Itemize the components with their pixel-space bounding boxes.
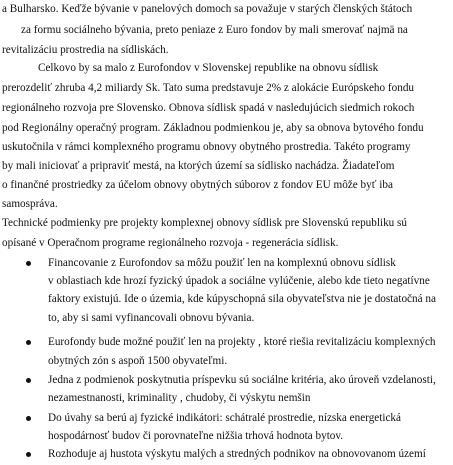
- paragraph-2-line-2: prerozdeliť zhruba 4,2 miliardy Sk. Tato suma predstavuje 2% z alokácie Európskeho fondu: [2, 82, 415, 94]
- bullet-marker: [26, 378, 31, 383]
- paragraph-2-line-8: samospráva.: [2, 198, 58, 210]
- bullet-3-line-1: Jedna z podmienok poskytnutia príspevku sú sociálne kritéria, ako úroveň vzdelanosti,: [48, 374, 436, 386]
- bullet-3-line-2: nezamestnanosti, kriminality , chudoby, či výskytu nemšin: [48, 392, 311, 404]
- bullet-2-line-2: obytných zón s aspoň 1500 obyvateľmi.: [48, 355, 228, 367]
- bullet-1-line-1: Financovanie z Eurofondov sa môžu použiť len na komplexnú obnovu sídlisk: [48, 257, 396, 269]
- paragraph-1-line-1: a Bulharsko. Keďže bývanie v panelových domoch sa považuje v starých členských štátoch: [2, 3, 413, 15]
- paragraph-1-line-2: za formu sociálneho bývania, preto peniaze z Euro fondov by mali smerovať najmä na: [21, 24, 408, 36]
- bullet-2-line-1: Eurofondy bude možné použiť len na projekty , ktoré riešia revitalizáciu komplexných: [48, 336, 436, 348]
- bullet-marker: [26, 416, 31, 421]
- paragraph-3-line-1: Technické podmienky pre projekty komplexnej obnovy sídlisk pre Slovenskú republiku sú: [2, 217, 408, 229]
- paragraph-2-line-7: o finančné prostriedky za účelom obnovy obytných súborov z fondov EU môže byť iba: [2, 179, 393, 191]
- bullet-1-line-2: v oblastiach kde hrozí fyzický úpadok a sociálne vylúčenie, alebo kde tieto negatívne: [48, 275, 430, 287]
- paragraph-2-line-1: Celkovo by sa malo z Eurofondov v Slovenskej republike na obnovu sídlisk: [38, 62, 379, 74]
- bullet-4-line-2: hospodárnosť budov či porovnateľne nižšia trhová hodnota bytov.: [48, 430, 344, 442]
- paragraph-2-line-3: regionálneho rozvoja pre Slovensko. Obnova sídlisk spadá v nasledujúcich siedmich rokoch: [2, 102, 415, 114]
- bullet-5-line-1: Rozhoduje aj hustota výskytu malých a stredných podnikov na obnovovanom území: [48, 448, 426, 460]
- bullet-marker: [26, 340, 31, 345]
- paragraph-2-line-6: by mali iniciovať a pripraviť mestá, na ktorých území sa sídlisko nachádza. Žiadateľom: [2, 160, 395, 172]
- paragraph-2-line-4: pod Regionálny operačný program. Základnou podmienkou je, aby sa obnova bytového fondu: [2, 122, 424, 134]
- bullet-1-line-4: to, aby si sami vyfinancovali obnovu bývania.: [48, 312, 255, 324]
- bullet-marker: [26, 452, 31, 457]
- paragraph-2-line-5: uskutočnila v rámci komplexného programu obnovy obytného prostredia. Takéto programy: [2, 141, 411, 153]
- paragraph-3-line-2: opísané v Operačnom programe regionálneho rozvoja - regenerácia sídlisk.: [2, 237, 339, 249]
- bullet-1-line-3: faktory existujú. Ide o územia, kde kúpyschopná sila obyvateľstva nie je dostatočná na: [48, 293, 436, 305]
- paragraph-1-line-3: revitalizáciu prostredia na sídliskách.: [2, 44, 169, 56]
- bullet-marker: [26, 261, 31, 266]
- bullet-4-line-1: Do úvahy sa berú aj fyzické indikátori: schátralé prostredie, nízska energetická: [48, 412, 401, 424]
